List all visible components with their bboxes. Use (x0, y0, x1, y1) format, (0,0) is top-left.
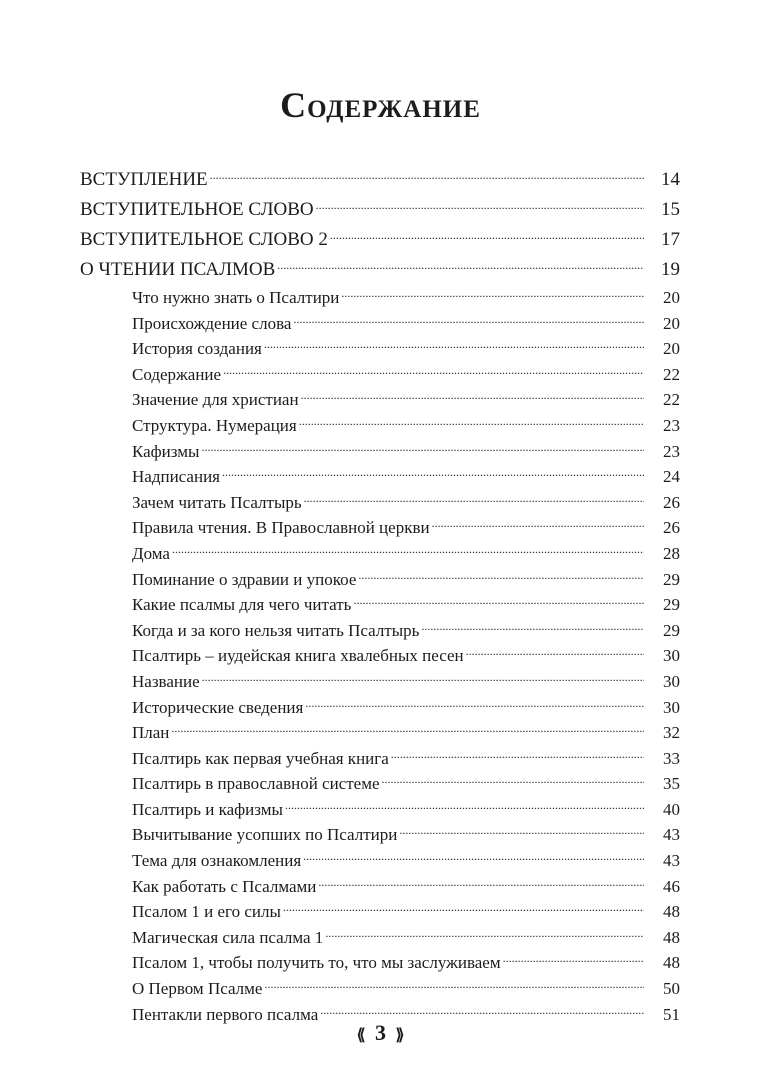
toc-entry-page: 29 (663, 595, 680, 615)
toc-entry[interactable] (80, 849, 680, 875)
ornament-left-icon: ⟪ (356, 1026, 366, 1044)
toc-entry-page: 43 (663, 825, 680, 845)
toc-entry-label: О ЧТЕНИИ ПСАЛМОВ (80, 259, 276, 280)
toc-entry-label: Пентакли первого псалма (132, 1004, 319, 1024)
toc-entry[interactable] (80, 166, 680, 196)
toc-entry[interactable] (80, 798, 680, 824)
toc-entry-page: 15 (661, 199, 680, 220)
toc-entry[interactable] (80, 670, 680, 696)
toc-entry-page: 30 (663, 646, 680, 666)
toc-entry-label: Псалтирь и кафизмы (132, 799, 283, 819)
toc-entry-label: Правила чтения. В Православной церкви (132, 518, 430, 538)
dot-leader (303, 849, 644, 866)
toc-entry-page: 19 (661, 259, 680, 280)
dot-leader (202, 670, 644, 687)
toc-entry-page: 30 (663, 671, 680, 691)
page-title: Содержание (280, 85, 481, 125)
dot-leader (210, 166, 644, 185)
toc-entry[interactable] (80, 465, 680, 491)
dot-leader (283, 900, 644, 917)
toc-entry[interactable] (80, 414, 680, 440)
toc-entry-page: 33 (663, 748, 680, 768)
dot-leader (171, 721, 644, 738)
toc-entry[interactable] (80, 312, 680, 338)
dot-leader (353, 593, 644, 610)
toc-entry[interactable] (80, 286, 680, 312)
toc-entry-label: Какие псалмы для чего читать (132, 595, 352, 615)
toc-entry-label: Название (132, 671, 200, 691)
toc-entry-page: 30 (663, 697, 680, 717)
toc-entry-label: О Первом Псалме (132, 979, 263, 999)
toc-entry[interactable] (80, 747, 680, 773)
dot-leader (341, 286, 644, 303)
toc-entry-page: 17 (661, 229, 680, 250)
dot-leader (399, 823, 644, 840)
dot-leader (301, 388, 644, 405)
toc-entry[interactable] (80, 196, 680, 226)
dot-leader (299, 414, 644, 431)
dot-leader (223, 363, 644, 380)
toc-entry-label: План (132, 723, 170, 743)
toc-entry[interactable] (80, 619, 680, 645)
toc-entry-page: 48 (663, 953, 680, 973)
toc-entry-page: 48 (663, 902, 680, 922)
dot-leader (293, 312, 644, 329)
dot-leader (285, 798, 644, 815)
toc-entry-label: Поминание о здравии и упокое (132, 569, 357, 589)
toc-entry-label: Как работать с Псалмами (132, 876, 317, 896)
toc-entry-label: Надписания (132, 467, 220, 487)
toc-entry-label: ВСТУПЛЕНИЕ (80, 169, 208, 190)
dot-leader (358, 568, 644, 585)
toc-entry-page: 50 (663, 979, 680, 999)
toc-entry-page: 20 (663, 339, 680, 359)
page-number: 3 (375, 1020, 386, 1045)
toc-entry-page: 32 (663, 723, 680, 743)
dot-leader (382, 772, 644, 789)
toc-entry-label: ВСТУПИТЕЛЬНОЕ СЛОВО (80, 199, 314, 220)
toc-entry-label: Псалтирь как первая учебная книга (132, 748, 389, 768)
toc-entry[interactable] (80, 363, 680, 389)
toc-entry[interactable] (80, 696, 680, 722)
toc-entry[interactable] (80, 542, 680, 568)
toc-entry-label: Кафизмы (132, 441, 200, 461)
toc-entry-page: 35 (663, 774, 680, 794)
toc-entry[interactable] (80, 256, 680, 286)
toc-entry-page: 26 (663, 492, 680, 512)
toc-entry-page: 20 (663, 313, 680, 333)
toc-entry[interactable] (80, 875, 680, 901)
toc-entry[interactable] (80, 926, 680, 952)
toc-entry-label: Псалом 1 и его силы (132, 902, 281, 922)
toc-entry[interactable] (80, 823, 680, 849)
toc-entry[interactable] (80, 900, 680, 926)
toc-entry[interactable] (80, 951, 680, 977)
toc-entry-page: 43 (663, 851, 680, 871)
toc-entry-page: 29 (663, 620, 680, 640)
toc-entry-label: Магическая сила псалма 1 (132, 927, 324, 947)
toc-entry[interactable] (80, 593, 680, 619)
toc-entry-label: Вычитывание усопших по Псалтири (132, 825, 398, 845)
toc-entry-page: 22 (663, 390, 680, 410)
ornament-right-icon: ⟫ (395, 1026, 405, 1044)
toc-entry-page: 24 (663, 467, 680, 487)
toc-entry-page: 23 (663, 415, 680, 435)
toc-entry[interactable] (80, 440, 680, 466)
dot-leader (264, 337, 644, 354)
toc-entry[interactable] (80, 337, 680, 363)
toc-entry[interactable] (80, 226, 680, 256)
toc-entry-page: 48 (663, 927, 680, 947)
toc-entry-label: Псалтирь в православной системе (132, 774, 380, 794)
dot-leader (466, 644, 644, 661)
toc-entry-label: Структура. Нумерация (132, 415, 297, 435)
toc-entry-page: 46 (663, 876, 680, 896)
dot-leader (320, 1003, 644, 1020)
toc-entry-label: Зачем читать Псалтырь (132, 492, 302, 512)
toc-entry[interactable] (80, 772, 680, 798)
page-footer (0, 1020, 761, 1046)
dot-leader (305, 696, 644, 713)
toc-entry-label: Значение для христиан (132, 390, 299, 410)
dot-leader (391, 747, 644, 764)
dot-leader (318, 875, 644, 892)
dot-leader (421, 619, 644, 636)
toc-entry-page: 28 (663, 543, 680, 563)
toc-entry[interactable] (80, 644, 680, 670)
toc-entry-label: Когда и за кого нельзя читать Псалтырь (132, 620, 420, 640)
dot-leader (432, 516, 644, 533)
toc-entry-label: Псалтирь – иудейская книга хвалебных песен (132, 646, 464, 666)
table-of-contents (80, 166, 680, 1028)
toc-entry-label: Псалом 1, чтобы получить то, что мы заслуживаем (132, 953, 501, 973)
toc-entry-page: 20 (663, 288, 680, 307)
dot-leader (330, 226, 644, 245)
dot-leader (325, 926, 644, 943)
dot-leader (503, 951, 644, 968)
toc-entry-label: Тема для ознакомления (132, 851, 302, 871)
toc-entry[interactable] (80, 721, 680, 747)
toc-entry-label: Что нужно знать о Псалтири (132, 288, 340, 307)
dot-leader (264, 977, 644, 994)
toc-entry-page: 22 (663, 364, 680, 384)
dot-leader (316, 196, 644, 215)
toc-entry-page: 14 (661, 169, 680, 190)
toc-entry-label: Исторические сведения (132, 697, 304, 717)
dot-leader (201, 440, 644, 457)
toc-entry[interactable] (80, 516, 680, 542)
toc-entry[interactable] (80, 491, 680, 517)
toc-entry-page: 51 (663, 1004, 680, 1024)
dot-leader (277, 256, 644, 275)
dot-leader (222, 465, 644, 482)
toc-entry-label: Содержание (132, 364, 222, 384)
toc-entry-page: 40 (663, 799, 680, 819)
toc-entry[interactable] (80, 388, 680, 414)
toc-entry-label: ВСТУПИТЕЛЬНОЕ СЛОВО 2 (80, 229, 328, 250)
toc-entry-page: 23 (663, 441, 680, 461)
toc-entry-label: История создания (132, 339, 262, 359)
toc-entry[interactable] (80, 977, 680, 1003)
toc-entry-label: Дома (132, 543, 170, 563)
toc-entry-page: 29 (663, 569, 680, 589)
dot-leader (172, 542, 644, 559)
toc-entry-label: Происхождение слова (132, 313, 292, 333)
dot-leader (304, 491, 644, 508)
toc-entry-page: 26 (663, 518, 680, 538)
toc-entry[interactable] (80, 568, 680, 594)
